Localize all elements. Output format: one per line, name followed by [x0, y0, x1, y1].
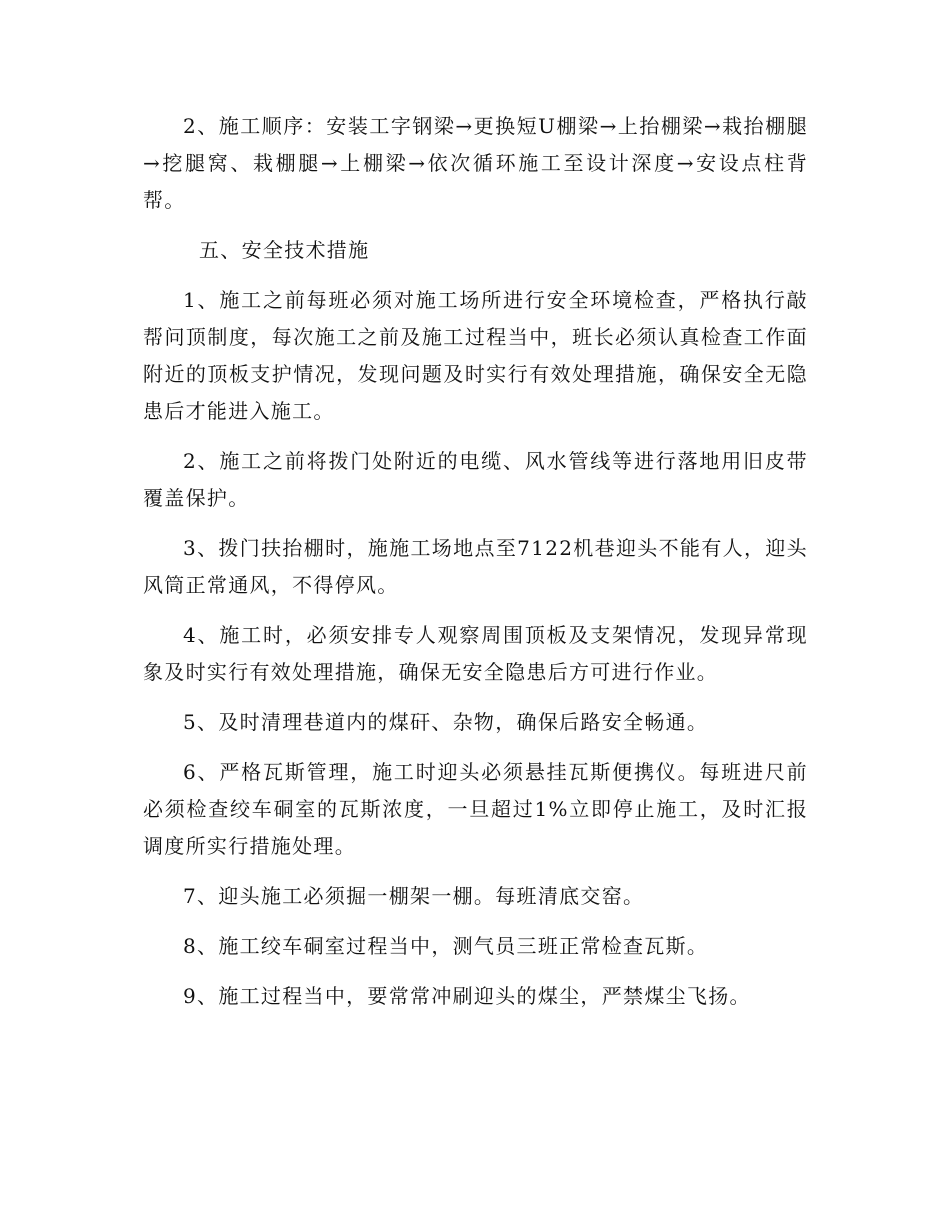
paragraph-safety-item-8: 8、施工绞车硐室过程当中，测气员三班正常检查瓦斯。 — [183, 934, 709, 958]
paragraph-safety-item-7: 7、迎头施工必须掘一棚架一棚。每班清底交窑。 — [183, 884, 645, 908]
paragraph-safety-item-5: 5、及时清理巷道内的煤矸、杂物，确保后路安全畅通。 — [183, 710, 709, 734]
paragraph-construction-sequence: 2、施工顺序：安装工字钢梁→更换短U棚梁→上抬棚梁→栽抬棚腿→挖腿窝、栽棚腿→上棚梁→依次循环施工至设计深度→安设点柱背帮。 — [143, 114, 808, 212]
paragraph-safety-item-3: 3、拨门扶抬棚时，施施工场地点至7122机巷迎头不能有人，迎头风筒正常通风，不得停风。 — [143, 536, 808, 597]
paragraph-safety-item-1: 1、施工之前每班必须对施工场所进行安全环境检查，严格执行敲帮问顶制度，每次施工之前及施工过程当中，班长必须认真检查工作面附近的顶板支护情况，发现问题及时实行有效处理措施，确保安全无隐患后才能进入施工。 — [143, 288, 808, 423]
document-body — [143, 108, 808, 1028]
section-heading-safety-measures: 五、安全技术措施 — [199, 238, 370, 262]
paragraph-safety-item-2: 2、施工之前将拨门处附近的电缆、风水管线等进行落地用旧皮带覆盖保护。 — [143, 449, 808, 510]
paragraph-safety-item-4: 4、施工时，必须安排专人观察周围顶板及支架情况，发现异常现象及时实行有效处理措施，确保无安全隐患后方可进行作业。 — [143, 623, 808, 684]
paragraph-safety-item-6: 6、严格瓦斯管理，施工时迎头必须悬挂瓦斯便携仪。每班进尺前必须检查绞车硐室的瓦斯浓度，一旦超过1%立即停止施工，及时汇报调度所实行措施处理。 — [143, 760, 808, 858]
paragraph-safety-item-9: 9、施工过程当中，要常常冲刷迎头的煤尘，严禁煤尘飞扬。 — [183, 984, 751, 1008]
